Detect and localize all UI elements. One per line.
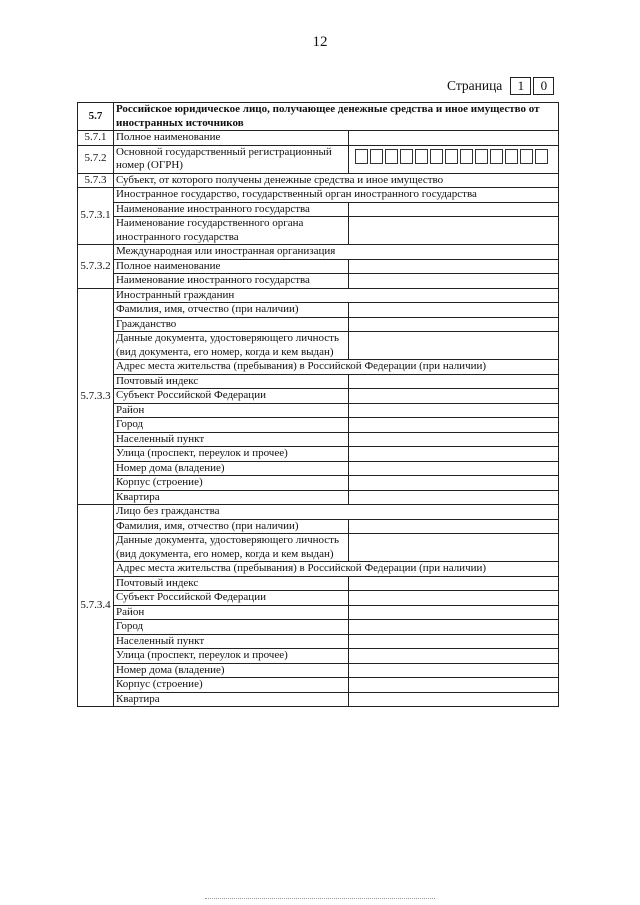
group-row (78, 461, 559, 476)
row-label: Основной государственный регистрационный номер (ОГРН) (113, 145, 348, 173)
address-field-label: Квартира (113, 692, 348, 707)
group-heading: Лицо без гражданства (113, 505, 558, 520)
group-row (78, 634, 559, 649)
ogrn-digit-cell[interactable] (415, 149, 428, 164)
value-field[interactable] (349, 274, 559, 289)
value-field[interactable] (349, 476, 559, 491)
ogrn-digit-cell[interactable] (475, 149, 488, 164)
row-number: 5.7.2 (78, 145, 114, 173)
field-label: Данные документа, удостоверяющего личность (вид документа, его номер, когда и кем выдан) (113, 534, 348, 562)
group-heading: Международная или иностранная организация (113, 245, 558, 260)
value-field[interactable] (349, 317, 559, 332)
group-number: 5.7.3.2 (78, 245, 114, 289)
address-field-label: Корпус (строение) (113, 476, 348, 491)
value-field[interactable] (349, 663, 559, 678)
address-field-label: Город (113, 620, 348, 635)
value-field[interactable] (349, 534, 559, 562)
value-field[interactable] (349, 576, 559, 591)
group-row (78, 663, 559, 678)
row-number: 5.7.3 (78, 173, 114, 188)
address-field-label: Населенный пункт (113, 634, 348, 649)
value-field[interactable] (349, 403, 559, 418)
group-heading: Иностранное государство, государственный орган иностранного государства (113, 188, 558, 203)
group-row (78, 288, 559, 303)
address-field-label: Улица (проспект, переулок и прочее) (113, 649, 348, 664)
field-label: Фамилия, имя, отчество (при наличии) (113, 303, 348, 318)
address-heading: Адрес места жительства (пребывания) в Российской Федерации (при наличии) (113, 360, 558, 375)
field-label: Наименование иностранного государства (113, 202, 348, 217)
group-row (78, 332, 559, 360)
value-field[interactable] (349, 519, 559, 534)
value-field[interactable] (349, 303, 559, 318)
group-row (78, 678, 559, 693)
field-label: Гражданство (113, 317, 348, 332)
address-field-label: Квартира (113, 490, 348, 505)
value-field[interactable] (349, 332, 559, 360)
group-row (78, 534, 559, 562)
value-field[interactable] (349, 447, 559, 462)
ogrn-digit-cell[interactable] (445, 149, 458, 164)
ogrn-field[interactable] (349, 145, 559, 173)
ogrn-digit-cell[interactable] (430, 149, 443, 164)
section-header-row (78, 103, 559, 131)
group-row (78, 562, 559, 577)
field-label: Наименование иностранного государства (113, 274, 348, 289)
group-row (78, 217, 559, 245)
group-row (78, 188, 559, 203)
value-field[interactable] (349, 634, 559, 649)
group-heading: Иностранный гражданин (113, 288, 558, 303)
group-number: 5.7.3.1 (78, 188, 114, 245)
value-field[interactable] (349, 678, 559, 693)
group-row (78, 418, 559, 433)
group-row (78, 692, 559, 707)
group-row (78, 274, 559, 289)
value-field[interactable] (349, 217, 559, 245)
value-field[interactable] (349, 389, 559, 404)
value-field[interactable] (349, 692, 559, 707)
address-field-label: Почтовый индекс (113, 576, 348, 591)
value-field[interactable] (349, 490, 559, 505)
section-number: 5.7 (78, 103, 114, 131)
row-5-7-3 (78, 173, 559, 188)
group-row (78, 360, 559, 375)
ogrn-digit-cell[interactable] (400, 149, 413, 164)
value-field[interactable] (349, 649, 559, 664)
ogrn-digit-cell[interactable] (505, 149, 518, 164)
value-field[interactable] (349, 591, 559, 606)
address-field-label: Субъект Российской Федерации (113, 591, 348, 606)
address-field-label: Номер дома (владение) (113, 663, 348, 678)
value-field[interactable] (349, 461, 559, 476)
row-number: 5.7.1 (78, 131, 114, 146)
value-field[interactable] (349, 259, 559, 274)
ogrn-digit-cell[interactable] (370, 149, 383, 164)
group-row (78, 303, 559, 318)
page-indicator-label: Страница (447, 78, 503, 93)
field-label: Фамилия, имя, отчество (при наличии) (113, 519, 348, 534)
group-row (78, 259, 559, 274)
page-indicator (447, 77, 554, 95)
group-row (78, 476, 559, 491)
value-field[interactable] (349, 131, 559, 146)
group-number: 5.7.3.3 (78, 288, 114, 505)
address-field-label: Район (113, 403, 348, 418)
group-row (78, 317, 559, 332)
ogrn-digit-cell[interactable] (355, 149, 368, 164)
ogrn-digit-cell[interactable] (535, 149, 548, 164)
value-field[interactable] (349, 374, 559, 389)
group-row (78, 202, 559, 217)
field-label: Данные документа, удостоверяющего личность (вид документа, его номер, когда и кем выдан) (113, 332, 348, 360)
group-row (78, 490, 559, 505)
ogrn-digit-cell[interactable] (385, 149, 398, 164)
group-row (78, 591, 559, 606)
value-field[interactable] (349, 605, 559, 620)
form-table (77, 102, 559, 707)
value-field[interactable] (349, 620, 559, 635)
address-field-label: Номер дома (владение) (113, 461, 348, 476)
address-field-label: Корпус (строение) (113, 678, 348, 693)
field-label: Наименование государственного органа иностранного государства (113, 217, 348, 245)
page-number: 12 (312, 34, 328, 50)
address-field-label: Район (113, 605, 348, 620)
address-field-label: Почтовый индекс (113, 374, 348, 389)
group-row (78, 505, 559, 520)
page-digit-2: 0 (533, 77, 554, 95)
group-row (78, 605, 559, 620)
ogrn-digit-cell[interactable] (520, 149, 533, 164)
group-row (78, 403, 559, 418)
value-field[interactable] (349, 418, 559, 433)
value-field[interactable] (349, 432, 559, 447)
address-field-label: Населенный пункт (113, 432, 348, 447)
row-label: Полное наименование (113, 131, 348, 146)
group-row (78, 447, 559, 462)
group-row (78, 432, 559, 447)
group-row (78, 245, 559, 260)
row-label: Субъект, от которого получены денежные средства и иное имущество (113, 173, 558, 188)
footer-line (205, 898, 435, 899)
row-5-7-1 (78, 131, 559, 146)
section-title: Российское юридическое лицо, получающее денежные средства и иное имущество от иностранных источников (113, 103, 558, 131)
ogrn-digit-cell[interactable] (490, 149, 503, 164)
group-row (78, 620, 559, 635)
ogrn-digit-cell[interactable] (460, 149, 473, 164)
address-field-label: Субъект Российской Федерации (113, 389, 348, 404)
value-field[interactable] (349, 202, 559, 217)
ogrn-cells[interactable] (355, 149, 556, 164)
page-digit-1: 1 (510, 77, 531, 95)
address-field-label: Город (113, 418, 348, 433)
row-5-7-2 (78, 145, 559, 173)
field-label: Полное наименование (113, 259, 348, 274)
address-heading: Адрес места жительства (пребывания) в Российской Федерации (при наличии) (113, 562, 558, 577)
group-row (78, 389, 559, 404)
group-row (78, 649, 559, 664)
address-field-label: Улица (проспект, переулок и прочее) (113, 447, 348, 462)
group-number: 5.7.3.4 (78, 505, 114, 707)
group-row (78, 374, 559, 389)
group-row (78, 576, 559, 591)
group-row (78, 519, 559, 534)
